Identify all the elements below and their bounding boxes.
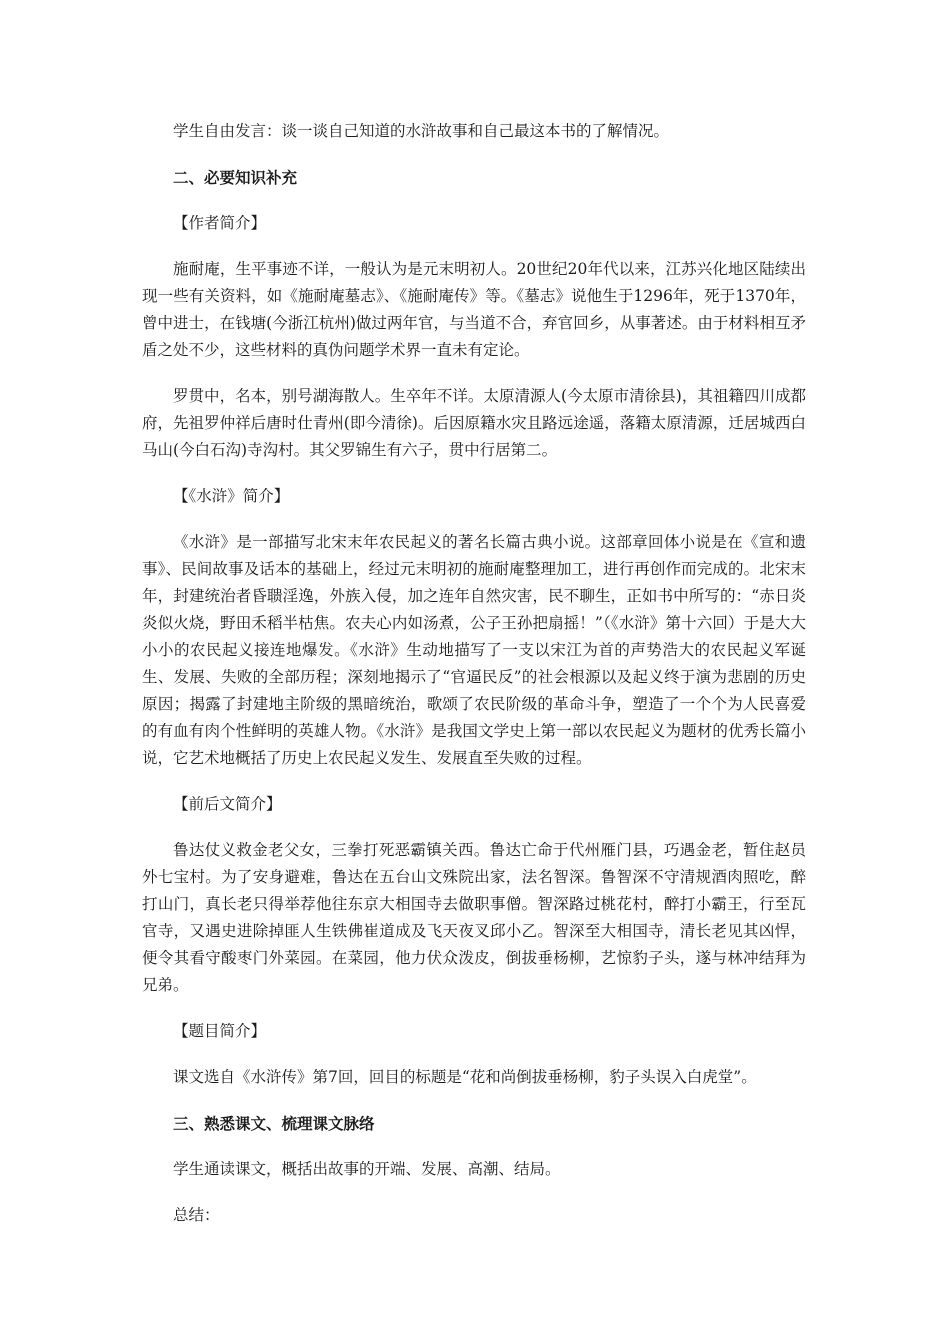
document-body <box>142 118 806 1248</box>
outline-paragraph: 学生通读课文，概括出故事的开端、发展、高潮、结局。 <box>173 1160 561 1178</box>
subheading-author: 【作者简介】 <box>173 214 267 232</box>
context-paragraph: 鲁达仗义救金老父女，三拳打死恶霸镇关西。鲁达亡命于代州雁门县，巧遇金老，暂住赵员外七宝村。为了安身避难，鲁达在五台山文殊院出家，法名智深。鲁智深不守清规酒肉照吃，醉打山门，真长老只得举荐他往东京大相国寺去做职事僧。智深路过桃花村，醉打小霸王，行至瓦官寺，又遇史进除掉匪人生铁佛崔道成及飞天夜叉邱小乙。智深至大相国寺，清长老见其凶悍，便令其看守酸枣门外菜园。在菜园，他力伏众泼皮，倒拔垂杨柳，艺惊豹子头，遂与林冲结拜为兄弟。 <box>142 841 806 994</box>
intro-paragraph: 学生自由发言：谈一谈自己知道的水浒故事和自己最这本书的了解情况。 <box>173 122 670 140</box>
subheading-title: 【题目简介】 <box>173 1022 267 1040</box>
summary-label: 总结： <box>173 1206 220 1224</box>
author-paragraph-luo: 罗贯中，名本，别号湖海散人。生卒年不详。太原清源人(今太原市清徐县)，其祖籍四川成都府，先祖罗仲祥后唐时仕青州(即今清徐)。后因原籍水灾且路远途遥，落籍太原清源，迁居城西白马山(今白石沟)寺沟村。其父罗锦生有六子，贯中行居第二。 <box>142 387 806 459</box>
subheading-book: 【《水浒》简介】 <box>173 487 290 505</box>
book-paragraph: 《水浒》是一部描写北宋末年农民起义的著名长篇古典小说。这部章回体小说是在《宣和遗事》、民间故事及话本的基础上，经过元末明初的施耐庵整理加工，进行再创作而完成的。北宋末年，封建统治者昏聩淫逸，外族入侵，加之连年自然灾害，民不聊生，正如书中所写的：“赤日炎炎似火烧，野田禾稻半枯焦。农夫心内如汤煮，公子王孙把扇摇！”（《水浒》第十六回）于是大大小小的农民起义接连地爆发。《水浒》生动地描写了一支以宋江为首的声势浩大的农民起义军诞生、发展、失败的全部历程；深刻地揭示了“官逼民反”的社会根源以及起义终于演为悲剧的历史原因；揭露了封建地主阶级的黑暗统治，歌颂了农民阶级的革命斗争，塑造了一个个为人民喜爱的有血有肉个性鲜明的英雄人物。《水浒》是我国文学史上第一部以农民起义为题材的优秀长篇小说，它艺术地概括了历史上农民起义发生、发展直至失败的过程。 <box>142 533 806 767</box>
section-heading-knowledge: 二、必要知识补充 <box>173 168 298 187</box>
section-heading-outline: 三、熟悉课文、梳理课文脉络 <box>173 1114 375 1133</box>
subheading-context: 【前后文简介】 <box>173 795 282 813</box>
author-paragraph-shi: 施耐庵，生平事迹不详，一般认为是元末明初人。20世纪20年代以来，江苏兴化地区陆续出现一些有关资料，如《施耐庵墓志》、《施耐庵传》等。《墓志》说他生于1296年，死于1370年，曾中进士，在钱塘(今浙江杭州)做过两年官，与当道不合，弃官回乡，从事著述。由于材料相互矛盾之处不少，这些材料的真伪问题学术界一直未有定论。 <box>142 260 806 359</box>
title-paragraph: 课文选自《水浒传》第7回，回目的标题是“花和尚倒拔垂杨柳，豹子头误入白虎堂”。 <box>173 1068 757 1086</box>
